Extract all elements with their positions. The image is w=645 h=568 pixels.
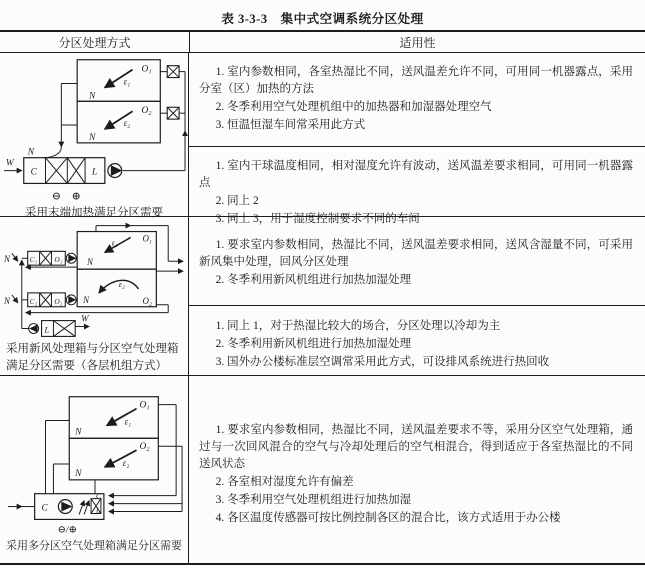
room2-n-label: N bbox=[83, 294, 90, 305]
room2-o-label: O₂ bbox=[141, 106, 152, 117]
column-header-method: 分区处理方式 bbox=[0, 32, 190, 52]
room2-o-label: O₂ bbox=[142, 295, 152, 306]
diagram-caption-3: 采用多分区空气处理箱满足分区需要 bbox=[6, 540, 182, 552]
applicability-item: 2. 各室相对湿度允许有偏差 bbox=[215, 476, 354, 488]
applicability-item: 1. 要求室内参数相同，热湿比不同，送风温差要求相同，送风含湿量不同，可采用新风集中处理，回风分区处理 bbox=[199, 239, 633, 268]
w-label: W bbox=[81, 313, 89, 324]
applicability-subcell bbox=[189, 53, 645, 146]
ahu1-c-label: C₁ bbox=[29, 255, 38, 265]
room2-eps-label: ε₂ bbox=[118, 279, 125, 289]
fan-pump bbox=[108, 164, 122, 178]
diagram-cell-3 bbox=[0, 376, 189, 563]
applicability-item: 2. 冬季利用新风机组进行加热加湿处理 bbox=[215, 274, 412, 286]
room2-n-label: N bbox=[89, 132, 96, 143]
applicability-subcell bbox=[189, 306, 645, 375]
terminal-heater-1 bbox=[167, 66, 179, 78]
table-row-3 bbox=[0, 376, 645, 563]
room2-eps-label: ε₂ bbox=[122, 457, 130, 468]
ahu2-o-label: O₂ bbox=[54, 296, 63, 306]
applicability-item: 2. 冬季利用空气处理机组中的加热器和加湿器处理空气 bbox=[215, 101, 492, 113]
room1-n-label: N bbox=[75, 427, 82, 438]
fau-l-label: L bbox=[44, 325, 50, 335]
applicability-cell-3 bbox=[189, 376, 645, 563]
cooling-heating-symbol: ⊖/⊕ bbox=[57, 524, 77, 536]
n2-label: N bbox=[3, 295, 10, 306]
fresh-air-unit bbox=[29, 321, 76, 337]
eps2-arrow bbox=[105, 450, 137, 467]
applicability-item: 4. 各区温度传感器可按比例控制各区的混合比，该方式适用于办公楼 bbox=[215, 512, 561, 524]
cooling-symbol: ⊖ bbox=[51, 190, 61, 203]
zoning-diagram-terminal-heating bbox=[0, 55, 188, 205]
room1-n-label: N bbox=[89, 91, 96, 102]
room1-n-label: N bbox=[87, 257, 94, 268]
applicability-item: 1. 同上 1，对于热湿比较大的场合，分区处理以冷却为主 bbox=[215, 320, 501, 332]
ahu1-o-label: O₁ bbox=[54, 255, 63, 265]
table-row-1 bbox=[0, 53, 645, 225]
w-label: W bbox=[5, 158, 14, 169]
room1-o-label: O₁ bbox=[139, 400, 150, 411]
room2-o-label: O₂ bbox=[139, 442, 150, 453]
applicability-item: 3. 同上 3，用于湿度控制要求不同的车间 bbox=[215, 213, 420, 225]
ahu2-c-label: C₂ bbox=[29, 296, 38, 306]
applicability-item: 3. 恒温恒湿车间常采用此方式 bbox=[215, 119, 366, 131]
table-row-2 bbox=[0, 217, 645, 376]
applicability-cell-1 bbox=[189, 53, 645, 225]
applicability-cell-2 bbox=[189, 217, 645, 375]
applicability-item: 1. 室内干球温度相同，相对湿度允许有波动，送风温差要求相同，可用同一机器露点 bbox=[199, 160, 633, 189]
room1-eps-label: ε₁ bbox=[124, 416, 132, 427]
applicability-subcell bbox=[189, 376, 645, 563]
applicability-item: 1. 室内参数相同，各室热湿比不同，送风温差允许不同，可用同一机器露点，采用分室（区）加热的方法 bbox=[199, 66, 633, 95]
applicability-item: 2. 同上 2 bbox=[215, 195, 259, 207]
room1-eps-label: ε₁ bbox=[111, 238, 119, 248]
n-ahu-label: N bbox=[27, 147, 34, 158]
ahu-c-label: C bbox=[30, 167, 37, 178]
applicability-item: 3. 国外办公楼标准层空调常采用此方式，可设排风系统进行热回收 bbox=[215, 356, 550, 368]
room1-o-label: O₁ bbox=[141, 64, 152, 75]
ahu-c-label: C bbox=[41, 503, 48, 514]
zoning-diagram-multizone-ahu bbox=[0, 392, 188, 538]
diagram-cell-2 bbox=[0, 217, 189, 375]
applicability-subcell bbox=[189, 217, 645, 305]
room1-o-label: O₁ bbox=[142, 233, 152, 244]
eps1-arrow bbox=[107, 409, 137, 426]
table-header-row bbox=[0, 32, 645, 53]
diagram-cell-1 bbox=[0, 53, 189, 219]
ahu-l-label: L bbox=[92, 167, 98, 178]
terminal-heater-2 bbox=[167, 107, 179, 119]
applicability-item: 3. 冬季利用空气处理机组进行加热加湿 bbox=[215, 494, 412, 506]
table-title: 表 3-3-3 集中式空调系统分区处理 bbox=[221, 12, 424, 26]
n1-label: N bbox=[3, 254, 10, 265]
table bbox=[0, 30, 645, 565]
applicability-subcell bbox=[189, 147, 645, 225]
heating-symbol: ⊕ bbox=[71, 190, 81, 203]
room2-n-label: N bbox=[75, 468, 82, 479]
applicability-item: 2. 冬季利用新风机组进行加热加湿处理 bbox=[215, 338, 412, 350]
coil-l-label: L bbox=[95, 505, 101, 515]
room1-eps-label: ε₁ bbox=[123, 76, 131, 87]
room2-eps-label: ε₂ bbox=[123, 118, 131, 129]
applicability-item: 1. 要求室内参数相同，热湿比不同，送风温差要求不等，采用分区空气处理箱，通过与一次回风混合的空气与冷却处理后的空气相混合，得到适应于各室热湿比的不同送风状态 bbox=[199, 424, 633, 470]
coil-c-label: C bbox=[95, 491, 101, 501]
diagram-caption-2: 采用新风处理箱与分区空气处理箱满足分区需要（各层机组方式） bbox=[6, 343, 179, 372]
diagram-caption-1: 采用末端加热满足分区需要 bbox=[25, 207, 163, 219]
column-header-applicability: 适用性 bbox=[399, 35, 436, 50]
zoning-diagram-fresh-air-units bbox=[0, 223, 188, 341]
